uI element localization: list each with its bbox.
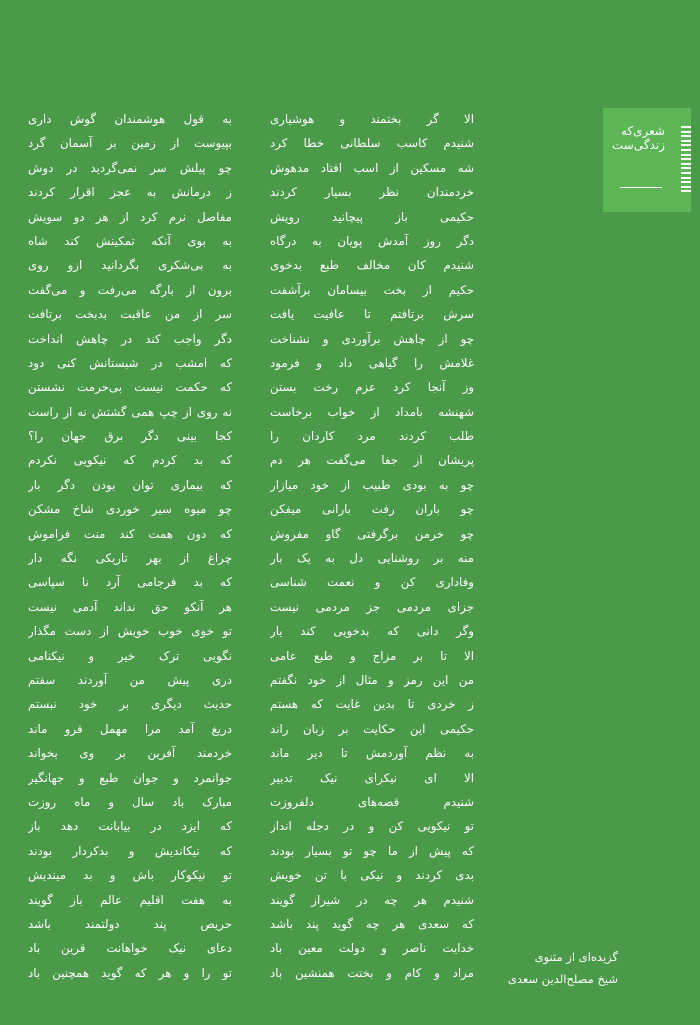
poem-line: چو میوه سیر خوردی شاخ مشکن xyxy=(28,502,232,517)
stripe xyxy=(681,186,691,188)
poem-line: به بی‌شکری بگردانید ازو روی xyxy=(28,258,232,273)
poem-line: مفاصل نرم کرد از هر دو سویش xyxy=(28,209,232,224)
poem-line: هر آنکو حق نداند آدمی نیست xyxy=(28,599,232,614)
poem-line: جزای مردمی جز مردمی نیست xyxy=(270,599,474,614)
poem-line: حریص پند دولتمند باشد xyxy=(28,916,232,931)
poem-line: که امشب در شبستانش کنی دود xyxy=(28,355,232,370)
poem-line: که بد فرجامی آرد نا سپاسی xyxy=(28,575,232,590)
stripe xyxy=(681,126,691,128)
stripe xyxy=(681,154,691,156)
poem-line: مبارک باد سال و ماه روزت xyxy=(28,794,232,809)
stripe xyxy=(681,158,691,160)
poem-line: الا گر بختمند و هوشیاری xyxy=(270,112,474,126)
poem-line: برون از بارگه می‌رفت و می‌گفت xyxy=(28,282,232,297)
poem-line: من این رمز و مثال از خود نگفتم xyxy=(270,672,474,687)
poem-line: که بد کردم که نیکویی نکردم xyxy=(28,453,232,468)
poem-line: شنیدم قصه‌های دلفروزت xyxy=(270,794,474,809)
poem-line: طلب کردند مرد کاردان را xyxy=(270,429,474,444)
poem-line: تو نیکوکار باش و بد میندیش xyxy=(28,868,232,883)
stripe xyxy=(681,131,691,133)
poem-line: چو باران رفت بارانی میفکن xyxy=(270,502,474,517)
poem-line: دگر روز آمدش پویان به درگاه xyxy=(270,233,474,248)
poem-line: حکیمی این حکایت بر زبان راند xyxy=(270,721,474,736)
poem-line: که حکمت نیست بی‌حرمت نشستن xyxy=(28,380,232,395)
poem-line: ز درمانش به عجز اقرار کردند xyxy=(28,185,232,200)
poem-line: که بیماری توان بودن دگر بار xyxy=(28,477,232,492)
poem-line: حکیم از بخت بیسامان برآشفت xyxy=(270,282,474,297)
poem-line: شنیدم کاسب سلطانی خطا کرد xyxy=(270,136,474,151)
poem-line: که ایزد در بیابانت دهد باز xyxy=(28,819,232,834)
poem-line: به هفت اقلیم عالم باز گویند xyxy=(28,892,232,907)
poem-line: تو را و هر که گوید همچنین باد xyxy=(28,965,232,980)
poem-line: منه بر روشنایی دل به یک بار xyxy=(270,551,474,566)
poem-line: خردمندان نظر بسیار کردند xyxy=(270,185,474,200)
stripe xyxy=(681,163,691,165)
poem-line: چو پیلش سر نمی‌گردید در دوش xyxy=(28,160,232,175)
poem-line: شه مسکین از اسب افتاد مدهوش xyxy=(270,160,474,175)
poem-line: که پیش از ما چو تو بسیار بودند xyxy=(270,843,474,858)
credit-subtitle: گزیده‌ای از مثنوی xyxy=(534,950,618,964)
poem-line: وگر دانی که بدخویی کند یار xyxy=(270,624,474,639)
poem-line: دعای نیک خواهانت قرین باد xyxy=(28,941,232,956)
poem-line: چراغ از بهر تاریکی نگه دار xyxy=(28,551,232,566)
poem-line: بپیوست از زمین بر آسمان گرد xyxy=(28,136,232,151)
poem-line: چو خرمن برگرفتی گاو مفروش xyxy=(270,526,474,541)
poem-line: تو نیکویی کن و در دجله انداز xyxy=(270,819,474,834)
poem-line: غلامش را گیاهی داد و فرمود xyxy=(270,355,474,370)
poem-line: به نظم آوردمش تا دیر ماند xyxy=(270,746,474,761)
poem-line: دگر واجب کند در چاهش انداخت xyxy=(28,331,232,346)
credit-author: شیخ مصلح‌الدین سعدی xyxy=(507,972,618,986)
stripe xyxy=(681,135,691,137)
poem-line: چو به بودی طبیب از خود میازار xyxy=(270,477,474,492)
poem-line: شهنشه بامداد از خواب برخاست xyxy=(270,404,474,419)
poem-line: حدیث دیگری بر خود نبستم xyxy=(28,697,232,712)
title-badge xyxy=(603,108,691,212)
poem-line: الا ای نیکرای نیک تدبیر xyxy=(270,770,474,785)
stripe xyxy=(681,140,691,142)
poem-line: الا تا بر مزاج و طبع عامی xyxy=(270,648,474,663)
poem-line: پریشان از جفا می‌گفت هر دم xyxy=(270,453,474,468)
stripe xyxy=(681,190,691,192)
vertical-stripes-icon xyxy=(681,126,691,194)
poem-line: نه روی از چپ همی گشتش نه از راست xyxy=(28,404,232,419)
poem-line: که دون همت کند منت فراموش xyxy=(28,526,232,541)
poem-line: حکیمی باز پیچانید رویش xyxy=(270,209,474,224)
poem-line: خدایت ناصر و دولت معین باد xyxy=(270,941,474,956)
poem-line: نگویی ترک خیر و نیکنامی xyxy=(28,648,232,663)
stripe xyxy=(681,144,691,146)
poem-line: وفاداری کن و نعمت شناسی xyxy=(270,575,474,590)
stripe xyxy=(681,181,691,183)
poem-line: بدی کردند و نیکی با تن خویش xyxy=(270,868,474,883)
badge-underline xyxy=(620,187,662,188)
stripe xyxy=(681,167,691,169)
poem-line: که سعدی هر چه گوید پند باشد xyxy=(270,916,474,931)
poem-line: سرش برتافتم تا عافیت یافت xyxy=(270,307,474,322)
poem-line: خردمند آفرین بر وی بخواند xyxy=(28,746,232,761)
poem-line: وز آنجا کرد عزم رخت بستن xyxy=(270,380,474,395)
poem-column-left xyxy=(28,107,232,985)
poem-line: دریغ آمد مرا مهمل فرو ماند xyxy=(28,721,232,736)
poem-line: که نیکاندیش و بدکردار بودند xyxy=(28,843,232,858)
poem-line: به بوی آنکه تمکینش کند شاه xyxy=(28,233,232,248)
poem-line: تو خوی خوب خویش از دست مگذار xyxy=(28,624,232,639)
poem-line: به قول هوشمندان گوش داری xyxy=(28,112,232,126)
stripe xyxy=(681,172,691,174)
poem-line: سر از من عاقبت بدبخت برتافت xyxy=(28,307,232,322)
poem-line: دری پیش من آوردند سفتم xyxy=(28,672,232,687)
book-credit xyxy=(492,946,618,990)
poem-line: چو از چاهش برآوردی و نشناخت xyxy=(270,331,474,346)
badge-title: شعری‌که زندگی‌ست xyxy=(612,124,665,152)
poem-line: ز خردی تا بدین غایت که هستم xyxy=(270,697,474,712)
stripe xyxy=(681,149,691,151)
poem-line: مراد و کام و بختت همنشین باد xyxy=(270,965,474,980)
poem-line: جوانمرد و جوان طبع و جهانگیر xyxy=(28,770,232,785)
stripe xyxy=(681,177,691,179)
poem-line: کجا بینی دگر برق جهان را؟ xyxy=(28,429,232,444)
poem-line: شنیدم هر چه در شیراز گویند xyxy=(270,892,474,907)
poem-line: شنیدم کان مخالف طبع بدخوی xyxy=(270,258,474,273)
poem-column-right xyxy=(270,107,474,985)
